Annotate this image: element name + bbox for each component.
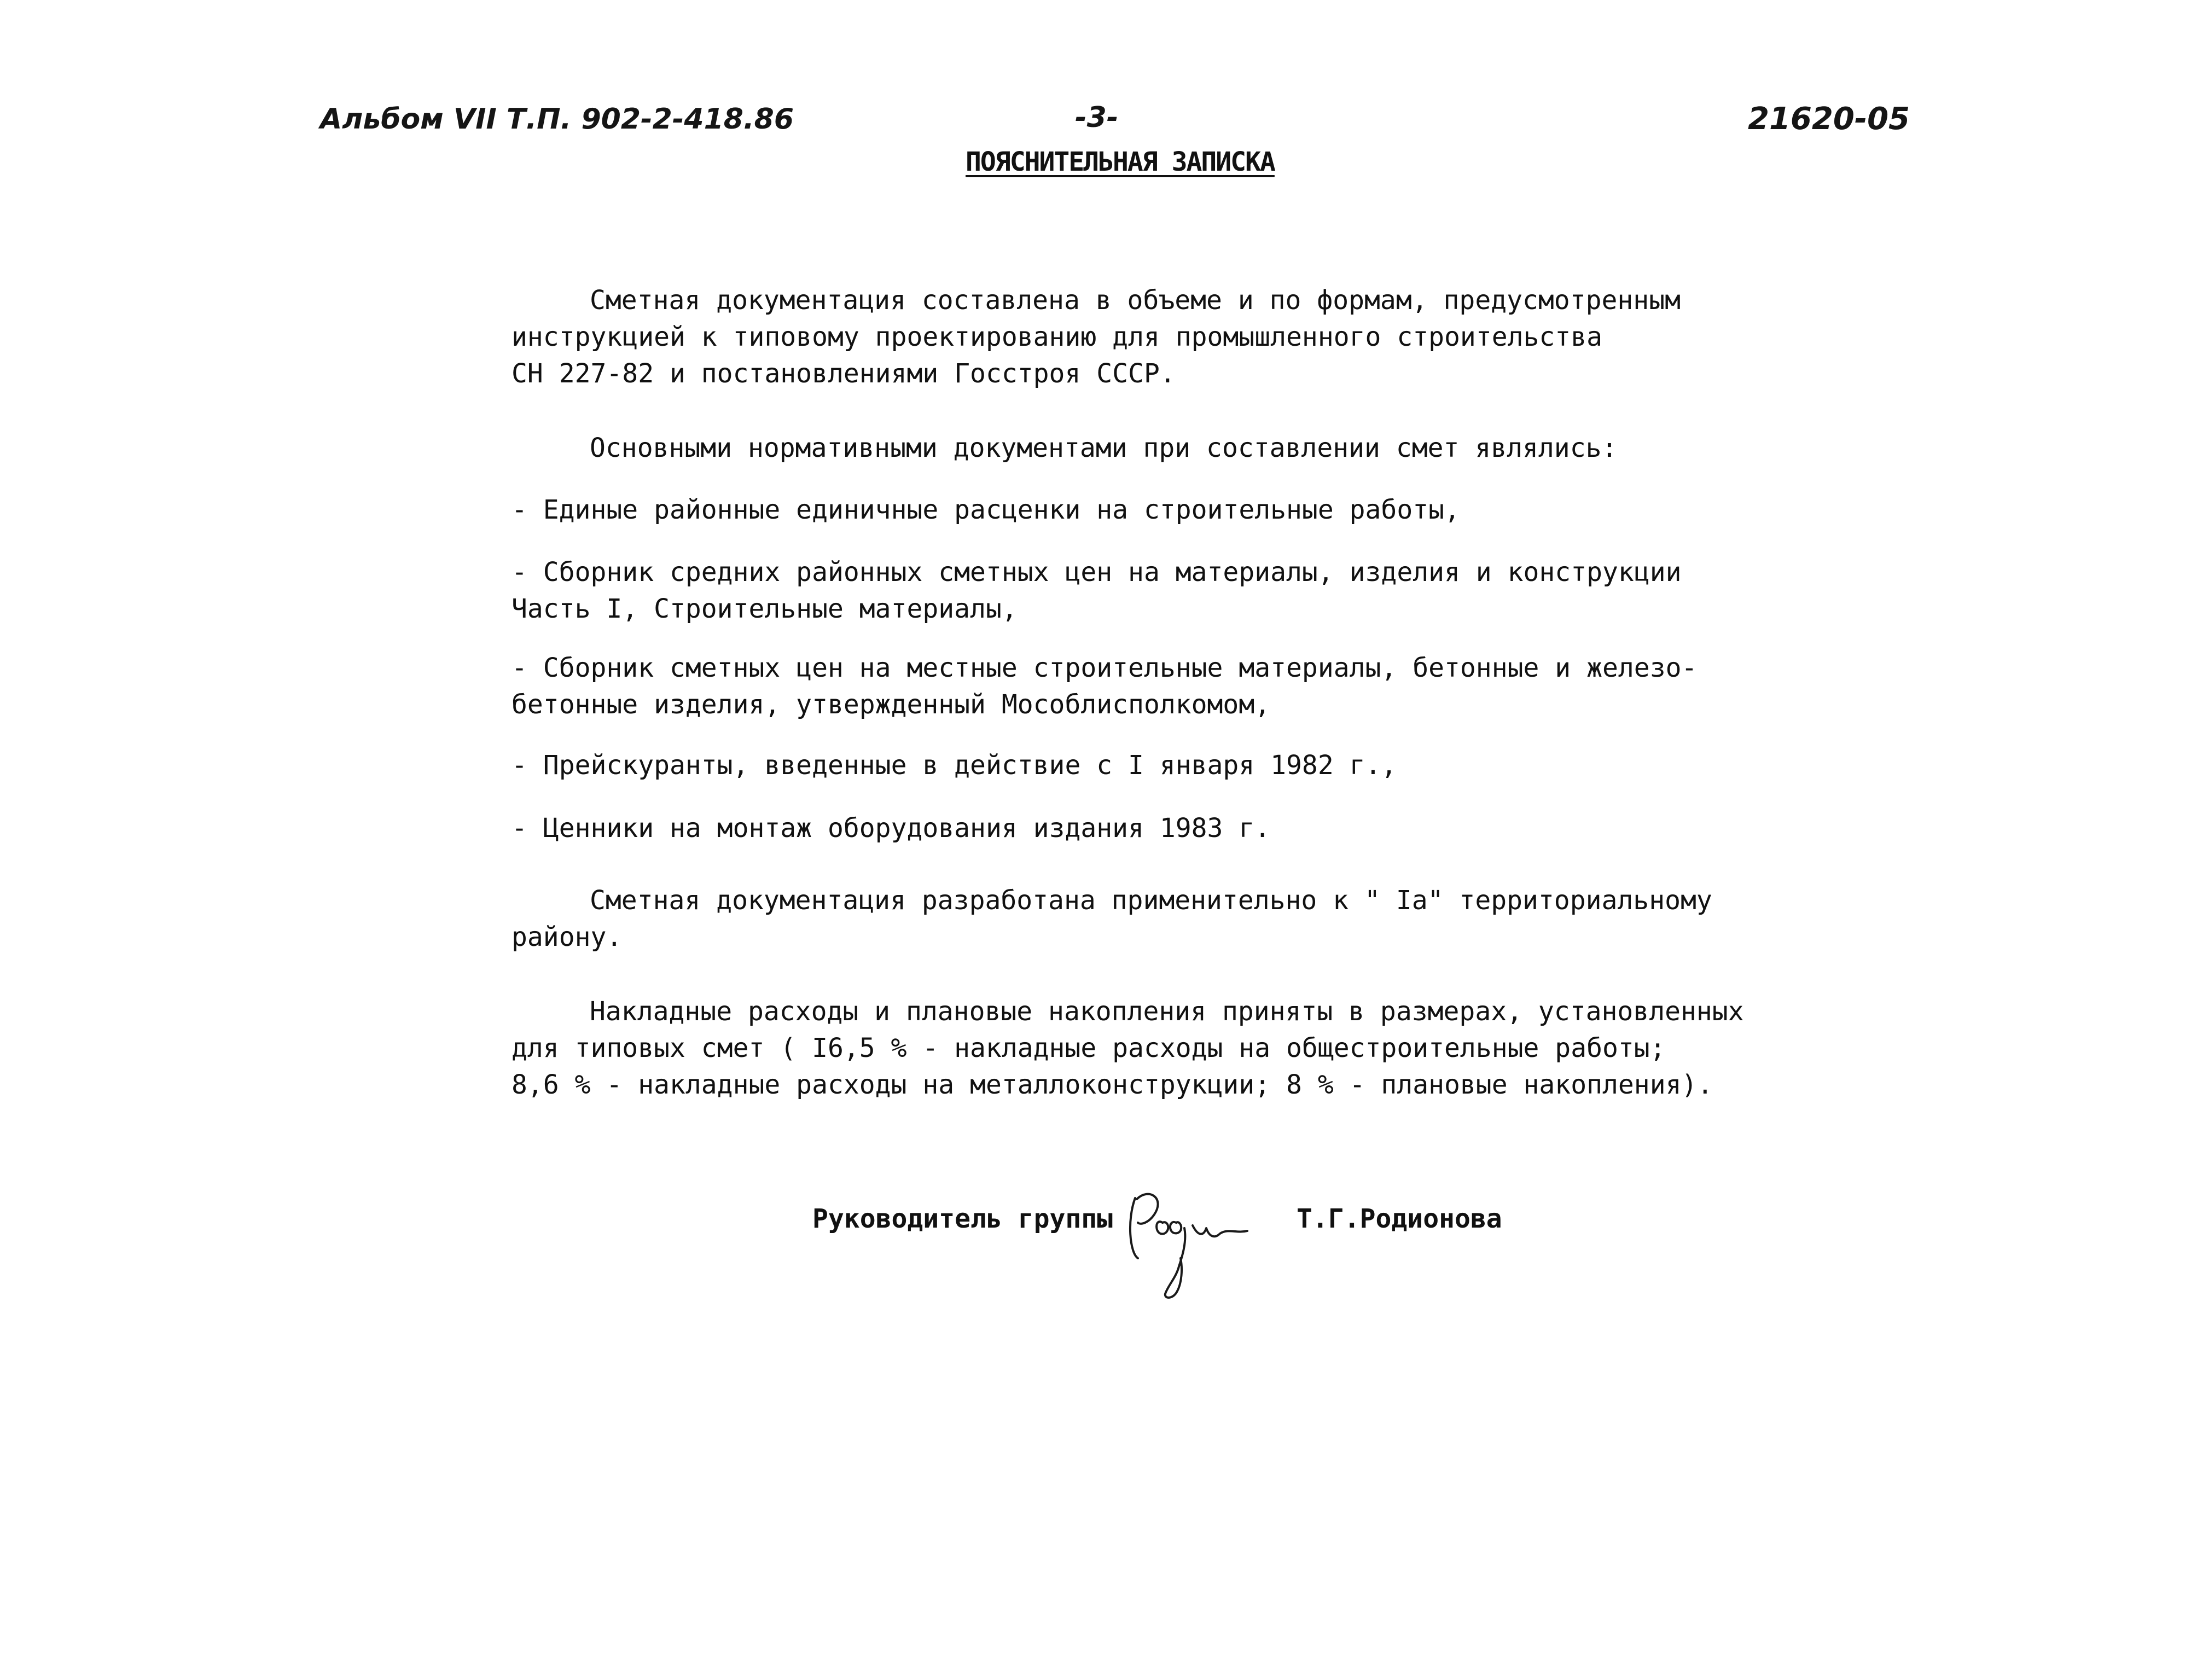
album-reference: Альбом VII Т.П. 902-2-418.86 bbox=[320, 103, 794, 136]
list-item-4: - Прейскуранты, введенные в действие с I января 1982 г., bbox=[512, 750, 1397, 781]
signature-block bbox=[812, 1176, 1524, 1318]
paragraph-1-line-2: инструкцией к типовому проектированию для промышленного строительства bbox=[512, 322, 1602, 352]
paragraph-2: Основными нормативными документами при составлении смет являлись: bbox=[590, 433, 1618, 463]
list-item-3-line-2: бетонные изделия, утвержденный Мособлисполкомом, bbox=[512, 689, 1271, 720]
paragraph-1-line-1: Сметная документация составлена в объеме и по формам, предусмотренным bbox=[590, 285, 1681, 316]
document-title: ПОЯСНИТЕЛЬНАЯ ЗАПИСКА bbox=[966, 147, 1275, 177]
signatory-name: Т.Г.Родионова bbox=[1297, 1204, 1502, 1234]
document-code: 21620-05 bbox=[1748, 101, 1910, 137]
paragraph-4-line-1: Накладные расходы и плановые накопления приняты в размерах, установленных bbox=[590, 996, 1744, 1027]
handwritten-signature bbox=[1116, 1176, 1264, 1307]
list-item-3-line-1: - Сборник сметных цен на местные строительные материалы, бетонные и железо- bbox=[512, 653, 1698, 683]
list-item-2-line-1: - Сборник средних районных сметных цен на материалы, изделия и конструкции bbox=[512, 557, 1682, 588]
paragraph-3-line-1: Сметная документация разработана применительно к " Iа" территориальному bbox=[590, 885, 1712, 916]
page-number: -3- bbox=[1075, 101, 1119, 134]
signature-label: Руководитель группы bbox=[812, 1204, 1113, 1234]
paragraph-1-line-3: СН 227-82 и постановлениями Госстроя СССР. bbox=[512, 358, 1176, 389]
list-item-1: - Единые районные единичные расценки на строительные работы, bbox=[512, 495, 1460, 525]
paragraph-3-line-2: району. bbox=[512, 922, 623, 952]
paragraph-4-line-2: для типовых смет ( I6,5 % - накладные расходы на общестроительные работы; bbox=[512, 1033, 1666, 1063]
list-item-5: - Ценники на монтаж оборудования издания 1983 г. bbox=[512, 813, 1271, 844]
list-item-2-line-2: Часть I, Строительные материалы, bbox=[512, 594, 1018, 624]
paragraph-4-line-3: 8,6 % - накладные расходы на металлоконструкции; 8 % - плановые накопления). bbox=[512, 1069, 1713, 1100]
